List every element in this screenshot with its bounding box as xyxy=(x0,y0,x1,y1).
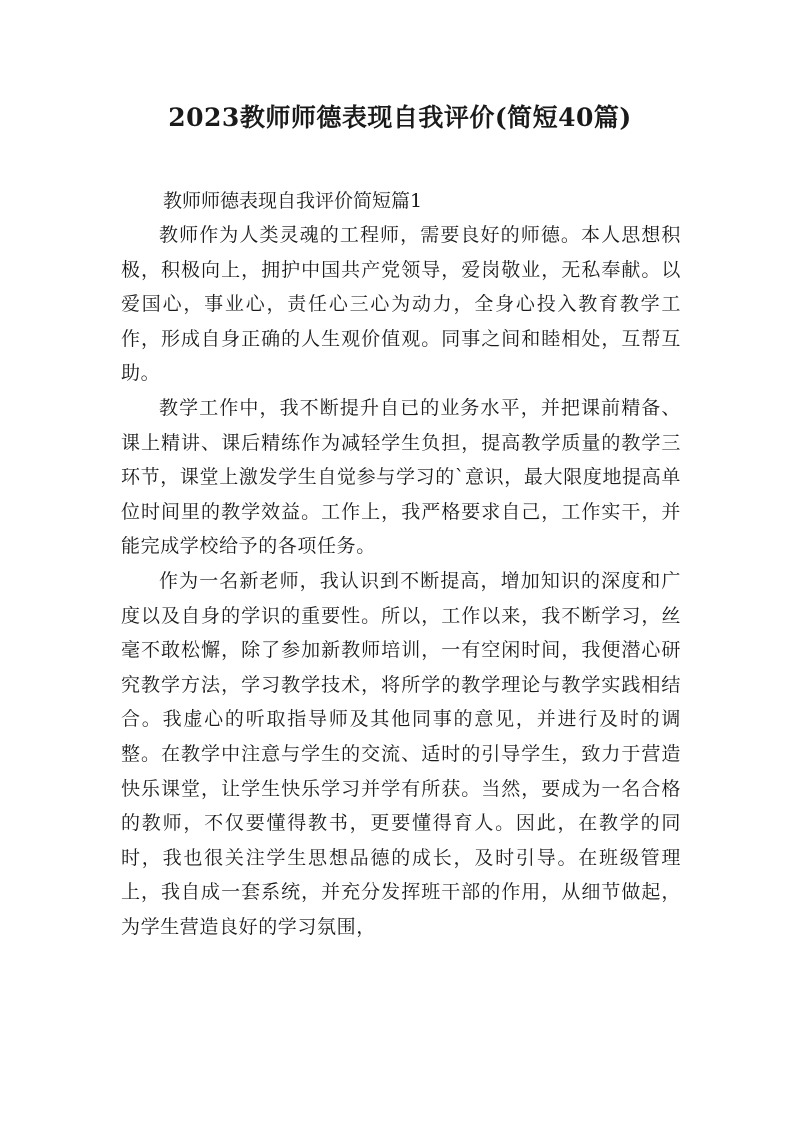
document-title: 2023教师师德表现自我评价(简短40篇) xyxy=(168,103,632,132)
section-heading: 教师师德表现自我评价简短篇1 xyxy=(163,190,423,212)
paragraph-2: 教学工作中，我不断提升自已的业务水平，并把课前精备、课上精讲、课后精练作为减轻学生负担，提高教学质量的教学三环节，课堂上激发学生自觉参与学习的`意识，最大限度地提高单位时间里的教学效益。工作上，我严格要求自己，工作实干，并能完成学校给予的各项任务。 xyxy=(121,396,681,558)
paragraph-3: 作为一名新老师，我认识到不断提高，增加知识的深度和广度以及自身的学识的重要性。所以，工作以来，我不断学习，丝毫不敢松懈，除了参加新教师培训，一有空闲时间，我便潜心研究教学方法，学习教学技术，将所学的教学理论与教学实践相结合。我虚心的听取指导师及其他同事的意见，并进行及时的调整。在教学中注意与学生的交流、适时的引导学生，致力于营造快乐课堂，让学生快乐学习并学有所获。当然，要成为一名合格的教师，不仅要懂得教书，更要懂得育人。因此，在教学的同时，我也很关注学生思想品德的成长，及时引导。在班级管理上，我自成一套系统，并充分发挥班干部的作用，从细节做起，为学生营造良好的学习氛围， xyxy=(121,569,681,938)
document-body xyxy=(121,184,681,944)
paragraph-1: 教师作为人类灵魂的工程师，需要良好的师德。本人思想积极，积极向上，拥护中国共产党领导，爱岗敬业，无私奉献。以爱国心，事业心，责任心三心为动力，全身心投入教育教学工作，形成自身正确的人生观价值观。同事之间和睦相处，互帮互助。 xyxy=(121,224,681,385)
